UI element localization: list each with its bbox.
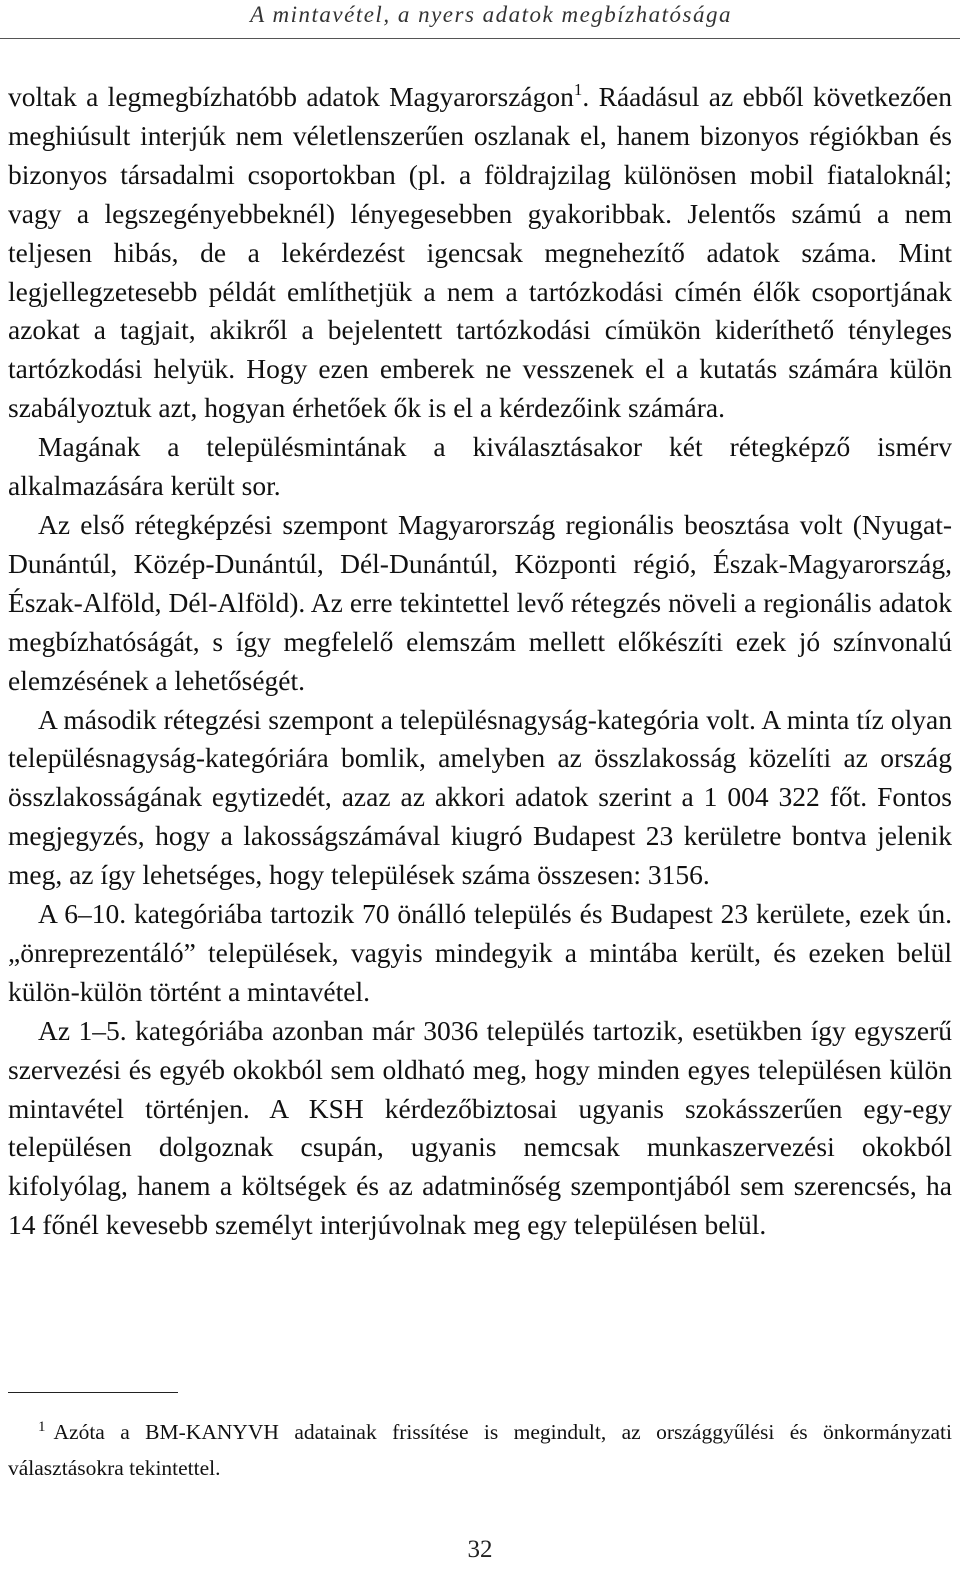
footnote-reference[interactable]: 1 xyxy=(573,80,583,99)
footnote-text: Azóta a BM-KANYVH adatainak frissítése is megindult, az országgyűlési és önkormányzati választásokra tekintettel. xyxy=(8,1420,952,1480)
footnote-divider xyxy=(8,1392,178,1393)
footnote-number: 1 xyxy=(38,1419,46,1435)
paragraph-text: voltak a legmegbízhatóbb adatok Magyarországon xyxy=(8,81,574,112)
footnote xyxy=(8,1414,952,1486)
paragraph: Az 1–5. kategóriába azonban már 3036 település tartozik, esetükben így egyszerű szervezési és egyéb okokból sem oldható meg, hogy minden egyes településen külön mintavétel történjen. A KSH kérdezőbiztosai ugyanis szokásszerűen egy-egy településen dolgoznak csupán, ugyanis nemcsak munkaszervezési okokból kifolyólag, hanem a költségek és az adatminőség szempontjából sem szerencsés, ha 14 főnél kevesebb személyt interjúvolnak meg egy településen belül. xyxy=(8,1014,952,1241)
paragraph-text: . Ráadásul az ebből következően meghiúsult interjúk nem véletlenszerűen oszlanak el, hanem bizonyos régiókban és bizonyos társadalmi csoportokban (pl. a földrajzilag különösen mobil fiataloknál; vagy a legszegényebbeknél) lényegesebben gyakoribbak. Jelentős számú a nem teljesen hibás, de a lekérdezést igencsak megnehezítő adatok száma. Mint legjellegzetesebb példát említhetjük a nem a tartózkodási címén élők csoportjának azokat a tagjait, akikről a bejelentett tartózkodási címükön kideríthető tényleges tartózkodási helyük. Hogy ezen emberek ne vesszenek el a kutatás számára külön szabályoztuk azt, hogyan érhetőek ők is el a kérdezőink számára. xyxy=(8,81,952,424)
running-header xyxy=(0,0,960,39)
paragraph: Magának a településmintának a kiválasztásakor két rétegképző ismérv alkalmazására került sor. xyxy=(8,431,952,502)
page-number: 32 xyxy=(467,1536,493,1563)
running-title: A mintavétel, a nyers adatok megbízhatósága xyxy=(250,2,732,27)
main-text xyxy=(8,78,952,1245)
paragraph: A második rétegzési szempont a településnagyság-kategória volt. A minta tíz olyan településnagyság-kategóriára bomlik, amelyben az összlakosság közelíti az ország összlakosságának egytizedét, azaz az akkori adatok szerint a 1 004 322 főt. Fontos megjegyzés, hogy a lakosságszámával kiugró Budapest 23 kerületre bontva jelenik meg, az így lehetséges, hogy települések száma összesen: 3156. xyxy=(8,703,952,891)
paragraph: Az első rétegképzési szempont Magyarország regionális beosztása volt (Nyugat-Dunántúl, Közép-Dunántúl, Dél-Dunántúl, Központi régió, Észak-Magyarország, Észak-Alföld, Dél-Alföld). Az erre tekintettel levő rétegzés növeli a regionális adatok megbízhatóságát, s így megfelelő elemszám mellett előkészíti ezek jó színvonalú elemzésének a lehetőségét. xyxy=(8,508,952,696)
paragraph: A 6–10. kategóriába tartozik 70 önálló település és Budapest 23 kerülete, ezek ún. „önreprezentáló” települések, vagyis mindegyik a mintába került, és ezeken belül külön-külön történt a mintavétel. xyxy=(8,898,952,1007)
paragraph xyxy=(8,78,952,428)
